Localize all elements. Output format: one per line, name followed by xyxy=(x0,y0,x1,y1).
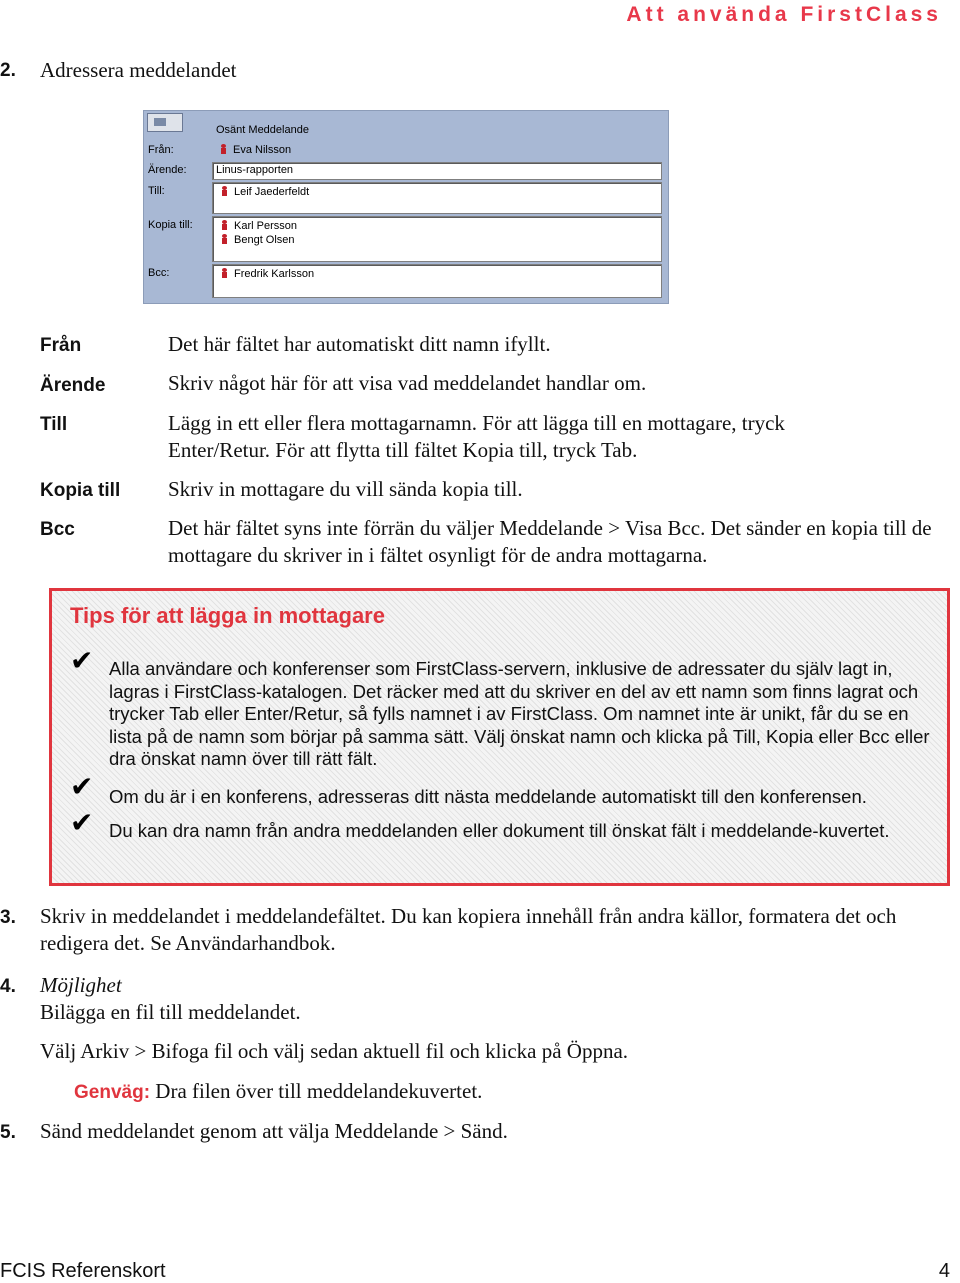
message-form-screenshot xyxy=(143,110,669,304)
user-icon xyxy=(221,234,228,244)
from-label: Från: xyxy=(148,144,174,156)
subject-field[interactable] xyxy=(212,162,662,180)
tip-3: Du kan dra namn från andra meddelanden eller dokument till önskat fält i meddelande-kuvertet. xyxy=(109,820,890,841)
bcc-field[interactable] xyxy=(212,264,662,298)
term-from: Från xyxy=(40,335,82,356)
from-value: Eva Nilsson xyxy=(220,144,291,156)
section-title: Adressera meddelandet xyxy=(40,58,237,82)
cc-value-2: Bengt Olsen xyxy=(221,234,295,246)
form-heading: Osänt Meddelande xyxy=(216,124,309,136)
checkmark-icon: ✔ xyxy=(70,644,94,677)
running-header: Att använda FirstClass xyxy=(626,3,942,26)
step3-number: 3. xyxy=(0,907,16,928)
step5-number: 5. xyxy=(0,1122,16,1143)
footer-title: FCIS Referenskort xyxy=(0,1260,166,1282)
step5-text: Sänd meddelandet genom att välja Meddelande > Sänd. xyxy=(40,1119,508,1143)
term-bcc: Bcc xyxy=(40,519,75,540)
user-icon xyxy=(221,186,228,196)
to-value: Leif Jaederfeldt xyxy=(221,186,309,198)
checkmark-icon: ✔ xyxy=(70,806,94,839)
term-subject: Ärende xyxy=(40,375,106,396)
user-icon xyxy=(221,268,228,278)
step4-title: Möjlighet xyxy=(40,973,122,997)
subject-label: Ärende: xyxy=(148,164,187,176)
cc-label: Kopia till: xyxy=(148,219,193,231)
term-to: Till xyxy=(40,414,68,435)
definition-cc: Skriv in mottagare du vill sända kopia till. xyxy=(168,477,523,501)
bcc-value: Fredrik Karlsson xyxy=(221,268,314,280)
step4-line1: Bilägga en fil till meddelandet. xyxy=(40,1000,301,1024)
tip-1: Alla användare och konferenser som FirstClass-servern, inklusive de adressater du själv lagt in, lagras i FirstClass-katalogen. Det räcker med att du skriver en del av ett namn som finns lagrat och trycker Tab eller Enter/Retur, så fylls namnet i av FirstClass. Om namnet inte är unikt, får du se en lista på de namn som börjar på samma sätt. Välj önskat namn och klicka på Till, Kopia eller Bcc eller dra önskat namn över till rätt fält. xyxy=(109,658,930,769)
definition-from: Det här fältet har automatiskt ditt namn ifyllt. xyxy=(168,332,551,356)
term-cc: Kopia till xyxy=(40,480,121,501)
page-number: 4 xyxy=(938,1260,950,1282)
definition-subject: Skriv något här för att visa vad meddelandet handlar om. xyxy=(168,371,647,395)
step4-number: 4. xyxy=(0,976,16,997)
shortcut-text: Dra filen över till meddelandekuvertet. xyxy=(155,1079,483,1103)
cc-value-1: Karl Persson xyxy=(221,220,297,232)
message-icon xyxy=(147,113,183,132)
checkmark-icon: ✔ xyxy=(70,770,94,803)
subject-value: Linus-rapporten xyxy=(216,164,294,176)
to-field[interactable] xyxy=(212,182,662,214)
tips-box xyxy=(49,588,950,886)
definition-to: Lägg in ett eller flera mottagarnamn. För att lägga till en mottagare, tryck Enter/Retur. För att flytta till fältet Kopia till, tryck Tab. xyxy=(168,411,785,462)
definition-bcc: Det här fältet syns inte förrän du väljer Meddelande > Visa Bcc. Det sänder en kopia till de mottagare du skriver in i fältet osynligt för de andra mottagarna. xyxy=(168,516,932,567)
step4-shortcut xyxy=(74,1078,482,1106)
shortcut-label: Genväg: xyxy=(74,1082,151,1103)
cc-field[interactable] xyxy=(212,216,662,262)
section-number: 2. xyxy=(0,60,16,81)
tip-2: Om du är i en konferens, adresseras ditt nästa meddelande automatiskt till den konferensen. xyxy=(109,786,867,807)
tips-title: Tips för att lägga in mottagare xyxy=(70,603,385,628)
step4-line2: Välj Arkiv > Bifoga fil och välj sedan aktuell fil och klicka på Öppna. xyxy=(40,1039,629,1063)
bcc-label: Bcc: xyxy=(148,267,170,279)
to-label: Till: xyxy=(148,185,165,197)
user-icon xyxy=(220,144,227,154)
user-icon xyxy=(221,220,228,230)
step3-text: Skriv in meddelandet i meddelandefältet. Du kan kopiera innehåll från andra källor, formatera det och redigera det. Se Användarhandbok. xyxy=(40,904,897,955)
